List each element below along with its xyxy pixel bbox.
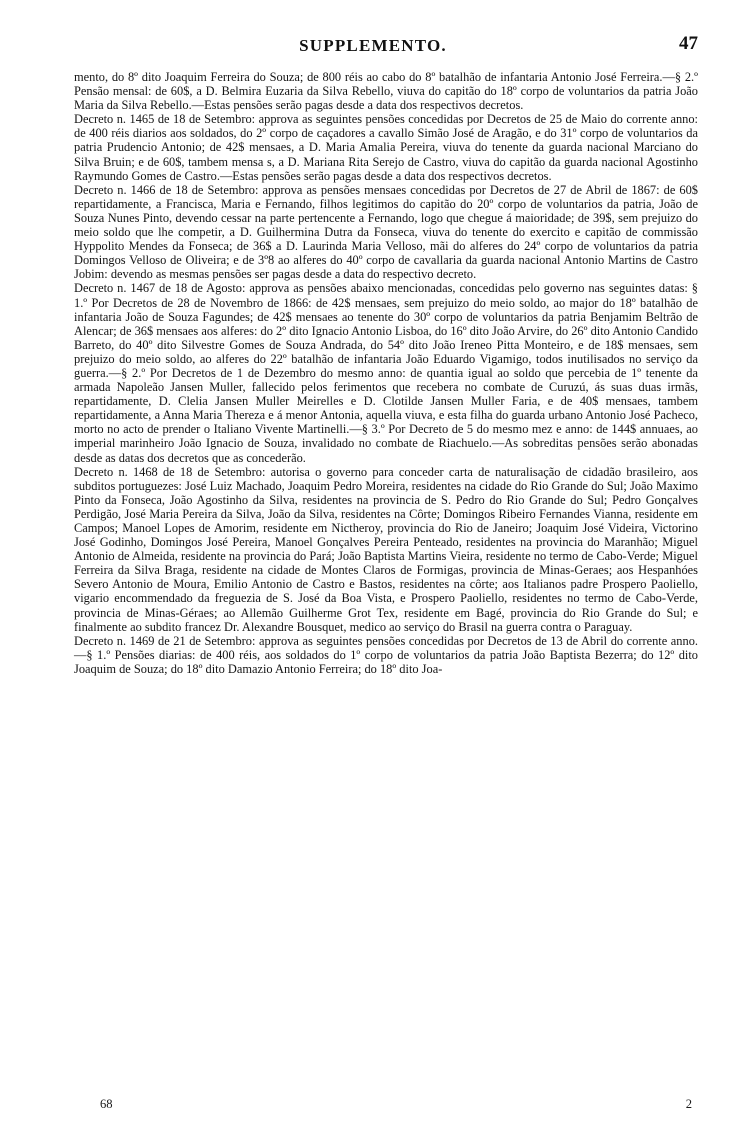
footer-signature-right: 2 [685, 1097, 692, 1111]
paragraph-continuation: mento, do 8º dito Joaquim Ferreira do Souza; de 800 réis ao cabo do 8º batalhão de infantaria Antonio José Ferreira.—§ 2.º Pensão mensal: de 60$, a D. Belmira Euzaria da Silva Rebello, viuva do capitão do 18º corpo de voluntarios da patria João Maria da Silva Rebello.—Estas pensões serão pagas desde a data dos respectivos decretos. [74, 70, 698, 113]
page-footer [48, 1097, 698, 1113]
paragraph-decreto-1465: Decreto n. 1465 de 18 de Setembro: approva as seguintes pensões concedidas por Decretos de 25 de Maio do corrente anno: de 400 réis diarios aos soldados, do 2º corpo de caçadores a cavallo Simão José de Aragão, e do 31º corpo de voluntarios da patria Prudencio Antonio; de 42$ mensaes, a D. Maria Amalia Pereira, viuva do tenente da guarda nacional Marciano do Silva Bruin; e de 60$, tambem mensa s, a D. Mariana Rita Serejo de Castro, viuva do capitão da guarda nacional Agostinho Raymundo Gomes de Castro.—Estas pensões serão pagas desde a data dos respectivos decretos. [74, 112, 698, 183]
paragraph-decreto-1468: Decreto n. 1468 de 18 de Setembro: autorisa o governo para conceder carta de naturalisação de cidadão brasileiro, aos subditos portuguezes: José Luiz Machado, Joaquim Pedro Moreira, residentes na cidade do Rio Grande do Sul; João Maximo Pinto da Fonseca, João Agostinho da Silva, residentes na provincia de S. Pedro do Rio Grande do Sul; Pedro Gonçalves Perdigão, José Maria Pereira da Silva, João da Silva, residentes na Côrte; Domingos Ribeiro Fernandes Vianna, residente em Campos; Manoel Lopes de Amorim, residente em Nictheroy, provincia do Rio de Janeiro; Joaquim José Videira, Victorino José Godinho, Domingos José Pereira, Manoel Gonçalves Pereira Penteado, residentes na provincia do Maranhão; Miguel Antonio de Almeida, residente na provincia do Pará; João Baptista Martins Vieira, residente no termo de Cabo-Verde; Miguel Ferreira da Silva Braga, residente na cidade de Montes Claros de Formigas, provincia de Minas-Geraes; aos Hespanhóes Severo Antonio de Moura, Emilio Antonio de Castro e Bastos, residentes na côrte; aos Italianos padre Prospero Paoliello, vigario encommendado da freguezia de S. José da Boa Vista, e Prospero Paoliello, residentes no termo de Cabo-Verde, provincia de Minas-Géraes; ao Allemão Guilherme Grot Tex, residente em Bagé, provincia do Rio Grande do Sul; e finalmente ao subdito francez Dr. Alexandre Bousquet, medico ao serviço do Brasil na guerra contra o Paraguay. [74, 464, 698, 634]
paragraph-decreto-1467: Decreto n. 1467 de 18 de Agosto: approva as pensões abaixo mencionadas, concedidas pelo governo nas seguintes datas: § 1.º Por Decretos de 28 de Novembro de 1866: de 42$ mensaes, sem prejuizo do meio soldo, ao major do 18º batalhão de infantaria João de Souza Fagundes; de 42$ mensaes ao tenente do 30º corpo de voluntarios da patria Benjamim Beltrão de Alencar; de 36$ mensaes aos alferes: do 2º dito Ignacio Antonio Lisboa, do 16º dito João Arvire, do 26º dito Antonio Candido Barreto, do 40º dito Silvestre Gomes de Souza Andrada, do 54º dito João Ireneo Pitta Monteiro, e de 18$ mensaes, sem prejuizo do meio soldo, ao alferes do 22º batalhão de infantaria João Eduardo Vigamigo, todos inutilisados no serviço da guerra.—§ 2.º Por Decretos de 1 de Dezembro do mesmo anno: de quantia igual ao soldo que percebia de 1º tenente da armada Napoleão Jansen Muller, fallecido pelos ferimentos que recebera no combate de Curuzú, ás suas duas irmãs, repartidamente, D. Clelia Jansen Muller Meirelles e D. Clotilde Jansen Muller Faria, e de 40$ mensaes, tambem repartidamente, a Anna Maria Thereza e á menor Antonia, aquella viuva, e esta filha do guarda urbano Antonio José Pacheco, morto no acto de prender o Italiano Vivente Martinelli.—§ 3.º Por Decreto de 5 do mesmo mez e anno: de 144$ annuaes, ao imperial marinheiro João Ignacio de Souza, invalidado no combate de Riachuelo.—As sobreditas pensões serão abonadas desde as datas dos decretos que as concederão. [74, 281, 698, 465]
page-header [48, 33, 698, 60]
paragraph-decreto-1466: Decreto n. 1466 de 18 de Setembro: approva as pensões mensaes concedidas por Decretos de 27 de Abril de 1867: de 60$ repartidamente, a Francisca, Maria e Fernando, filhos legitimos do capitão do 20º corpo de voluntarios da patria, João de Souza Nunes Pinto, devendo cessar na parte pertencente a Fernando, logo que chegue á maioridade; de 39$, sem prejuizo do meio soldo que lhe competir, a D. Guilhermina Dutra da Fonseca, viuva do tenente do exercito e capitão de commissão Hyppolito Mendes da Fonseca; de 36$ a D. Laurinda Maria Velloso, mãi do alferes do 24º corpo de voluntarios da patria Domingos Velloso de Oliveira; e de 3º8 ao alferes do 40º corpo de cavallaria da guarda nacional Antonio Martins de Castro Jobim: devendo as mesmas pensões ser pagas desde a data do respectivo decreto. [74, 182, 698, 282]
page-header-title: SUPPLEMENTO. [299, 36, 447, 55]
footer-signature-left: 68 [100, 1097, 113, 1111]
page-number: 47 [679, 33, 698, 54]
paragraph-decreto-1469: Decreto n. 1469 de 21 de Setembro: approva as seguintes pensões concedidas por Decretos de 13 de Abril do corrente anno.—§ 1.º Pensões diarias: de 400 réis, aos soldados do 1º corpo de voluntarios da patria João Baptista Bezerra; do 12º dito Joaquim de Souza; do 18º dito Damazio Antonio Ferreira; do 18º dito Joa- [74, 633, 698, 676]
body-text-column [48, 70, 698, 676]
